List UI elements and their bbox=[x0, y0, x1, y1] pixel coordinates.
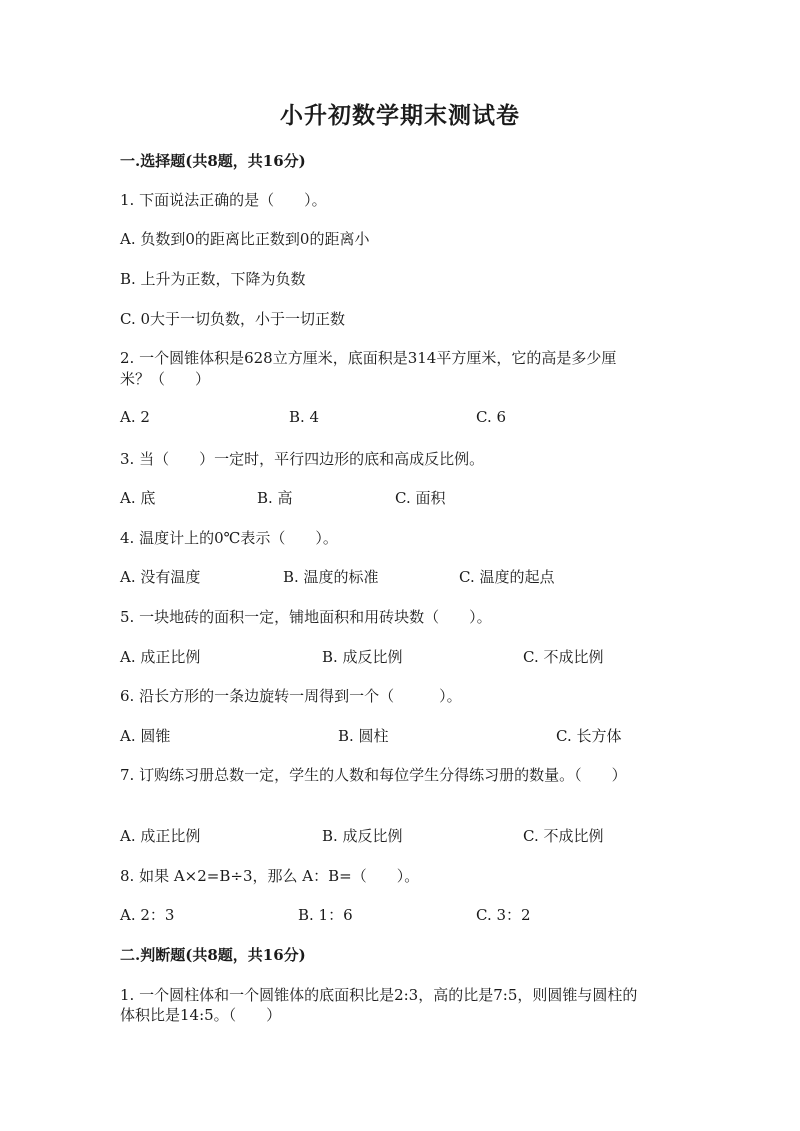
question-2-stem-line2: 米？（ ） bbox=[120, 370, 211, 388]
question-3-stem: 3. 当（ ）一定时，平行四边形的底和高成反比例。 bbox=[120, 450, 485, 468]
question-1-option-b: B. 上升为正数，下降为负数 bbox=[120, 270, 306, 288]
page-title: 小升初数学期末测试卷 bbox=[280, 102, 520, 129]
question-5-option-c: C. 不成比例 bbox=[523, 648, 604, 666]
judgment-1-stem-line1: 1. 一个圆柱体和一个圆锥体的底面积比是2:3，高的比是7:5，则圆锥与圆柱的 bbox=[120, 986, 638, 1004]
question-5-option-b: B. 成反比例 bbox=[322, 648, 403, 666]
question-7-stem: 7. 订购练习册总数一定，学生的人数和每位学生分得练习册的数量。（ ） bbox=[120, 766, 627, 784]
question-1-option-c: C. 0大于一切负数，小于一切正数 bbox=[120, 310, 346, 328]
question-1-stem: 1. 下面说法正确的是（ ）。 bbox=[120, 191, 327, 209]
question-4-option-a: A. 没有温度 bbox=[120, 568, 201, 586]
section-heading-choice: 一.选择题(共8题，共16分) bbox=[120, 152, 306, 170]
question-3-option-c: C. 面积 bbox=[395, 489, 446, 507]
question-5-stem: 5. 一块地砖的面积一定，铺地面积和用砖块数（ ）。 bbox=[120, 608, 492, 626]
question-4-stem: 4. 温度计上的0℃表示（ ）。 bbox=[120, 529, 338, 547]
question-7-option-b: B. 成反比例 bbox=[322, 827, 403, 845]
question-3-option-b: B. 高 bbox=[257, 489, 293, 507]
question-6-option-c: C. 长方体 bbox=[556, 727, 622, 745]
question-8-option-a: A. 2：3 bbox=[120, 906, 175, 924]
question-6-option-a: A. 圆锥 bbox=[120, 727, 171, 745]
question-6-option-b: B. 圆柱 bbox=[338, 727, 389, 745]
question-3-option-a: A. 底 bbox=[120, 489, 156, 507]
question-2-option-c: C. 6 bbox=[476, 408, 507, 426]
question-6-stem: 6. 沿长方形的一条边旋转一周得到一个（ ）。 bbox=[120, 687, 462, 705]
question-2-option-b: B. 4 bbox=[289, 408, 320, 426]
judgment-1-stem-line2: 体积比是14:5。（ ） bbox=[120, 1006, 282, 1024]
question-4-option-b: B. 温度的标准 bbox=[283, 568, 379, 586]
question-8-stem: 8. 如果 A×2=B÷3，那么 A：B=（ ）。 bbox=[120, 867, 420, 885]
question-7-option-a: A. 成正比例 bbox=[120, 827, 201, 845]
question-4-option-c: C. 温度的起点 bbox=[459, 568, 555, 586]
question-8-option-b: B. 1：6 bbox=[298, 906, 353, 924]
question-8-option-c: C. 3：2 bbox=[476, 906, 531, 924]
question-2-stem-line1: 2. 一个圆锥体积是628立方厘米，底面积是314平方厘米，它的高是多少厘 bbox=[120, 349, 617, 367]
question-2-option-a: A. 2 bbox=[120, 408, 150, 426]
section-heading-judgment: 二.判断题(共8题，共16分) bbox=[120, 946, 306, 964]
question-5-option-a: A. 成正比例 bbox=[120, 648, 201, 666]
question-7-option-c: C. 不成比例 bbox=[523, 827, 604, 845]
question-1-option-a: A. 负数到0的距离比正数到0的距离小 bbox=[120, 230, 370, 248]
